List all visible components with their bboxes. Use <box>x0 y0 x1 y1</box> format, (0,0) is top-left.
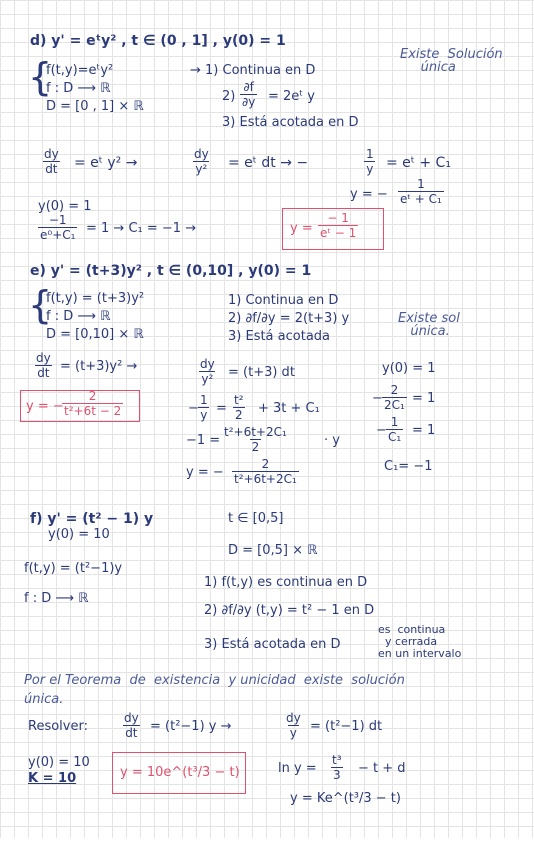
part-e-s2-rhs: = (t+3) dt <box>228 365 295 380</box>
part-d-sep2-rhs: = eᵗ dt → − <box>228 155 309 171</box>
part-d-cond1: → 1) Continua en D <box>190 63 316 78</box>
part-e-ans-frac: $\frac{2}{\text{t²+6t − 2}}$ <box>64 389 122 418</box>
part-f-resolver: Resolver: <box>28 719 88 734</box>
part-e-s4-frac: $\frac{\text{t²+6t+2C₁}}{2}$ <box>224 425 287 454</box>
part-d-note: Existe Solución única <box>400 47 503 75</box>
part-f-title1: f) y' = (t² − 1) y <box>30 511 154 527</box>
part-e-s3-frac2: $\frac{\text{t²}}{2}$ <box>234 393 244 422</box>
part-e-sep-frac: $\frac{dy}{dt}$ <box>36 351 51 380</box>
part-f-gen: y = Ke^(t³/3 − t) <box>290 791 401 806</box>
part-d-ic2-rhs: = 1 → C₁ = −1 → <box>86 221 197 236</box>
part-d-sep2-frac: $\frac{dy}{\text{y²}}$ <box>194 147 209 176</box>
part-d-sep3-rhs: = eᵗ + C₁ <box>386 155 451 171</box>
part-d-ygen-frac: $\frac{1}{\text{eᵗ + C₁}}$ <box>400 177 442 206</box>
part-e-cond1: 1) Continua en D <box>228 293 339 308</box>
part-e-note: Existe sol única. <box>398 311 460 339</box>
part-f-r-frac: $\frac{dy}{dt}$ <box>124 711 139 740</box>
brace: { <box>28 283 53 327</box>
part-f-k: K = 10 <box>28 771 77 786</box>
part-d-sep-frac: $\frac{dy}{dt}$ <box>44 147 59 176</box>
part-f-ic: y(0) = 10 <box>28 755 90 770</box>
part-e-ic3-pre: − <box>376 423 387 438</box>
part-d-ygen: y = − <box>350 187 388 202</box>
part-d-sys1: f(t,y)=eᵗy² <box>46 63 114 78</box>
part-d-cond2-pre: 2) <box>222 89 236 104</box>
part-e-title: e) y' = (t+3)y² , t ∈ (0,10] , y(0) = 1 <box>30 263 312 279</box>
part-e-ans-pre: y = − <box>26 399 64 414</box>
part-f-answer: y = 10e^(t³/3 − t) <box>120 765 240 780</box>
part-e-sys2: f : D ⟶ ℝ <box>46 309 111 324</box>
part-e-ic2-rhs: = 1 <box>412 391 436 406</box>
part-f-cond2: 2) ∂f/∂y (t,y) = t² − 1 en D <box>204 603 375 618</box>
part-f-cond3-note: es continua y cerrada en un intervalo <box>378 623 462 661</box>
part-f-domain-D: D = [0,5] × ℝ <box>228 543 318 558</box>
part-e-ic2-pre: − <box>372 391 383 406</box>
part-e-s4-rhs: · y <box>324 433 340 448</box>
part-d-sys3: D = [0 , 1] × ℝ <box>46 99 144 114</box>
part-e-s3-rhs: + 3t + C₁ <box>258 401 320 416</box>
part-d-answer-frac: $\frac{- 1}{\text{eᵗ − 1}}$ <box>320 211 357 240</box>
part-f-fmap: f : D ⟶ ℝ <box>24 591 89 606</box>
brace: { <box>28 55 53 99</box>
part-e-s3-pre: − <box>188 401 199 416</box>
part-d-cond2-post: = 2eᵗ y <box>268 89 315 104</box>
part-f-cond1: 1) f(t,y) es continua en D <box>204 575 368 590</box>
part-e-ic3-rhs: = 1 <box>412 423 436 438</box>
part-d-title: d) y' = eᵗy² , t ∈ (0 , 1] , y(0) = 1 <box>30 33 286 49</box>
part-e-sep-rhs: = (t+3)y² → <box>60 359 138 374</box>
part-f-ln-pre: ln y = <box>278 761 317 776</box>
part-d-sys2: f : D ⟶ ℝ <box>46 81 111 96</box>
part-e-sys1: f(t,y) = (t+3)y² <box>46 291 145 306</box>
part-f-cond3: 3) Está acotada en D <box>204 637 341 652</box>
part-e-ic: y(0) = 1 <box>382 361 436 376</box>
part-d-sep3-frac: $\frac{1}{y}$ <box>366 147 374 176</box>
part-e-ic3-frac: $\frac{1}{\text{C₁}}$ <box>388 415 402 444</box>
part-e-s4-pre: −1 = <box>186 433 221 448</box>
part-d-cond3: 3) Está acotada en D <box>222 115 359 130</box>
part-e-s2-frac: $\frac{dy}{\text{y²}}$ <box>200 357 215 386</box>
part-d-cond2-frac: $\frac{\partial f}{\partial y}$ <box>242 80 256 109</box>
part-e-s3-mid: = <box>216 401 227 416</box>
part-f-domain-t: t ∈ [0,5] <box>228 511 284 526</box>
part-d-ic2-frac: $\frac{-1}{\text{e⁰+C₁}}$ <box>40 213 76 242</box>
part-f-title2: y(0) = 10 <box>48 527 110 542</box>
part-e-cond3: 3) Está acotada <box>228 329 331 344</box>
part-e-ic4: C₁= −1 <box>384 459 433 474</box>
part-f-ln-frac: $\frac{\text{t³}}{3}$ <box>332 753 342 782</box>
page-bottom-margin <box>0 838 534 848</box>
part-e-s5-pre: y = − <box>186 465 224 480</box>
part-f-r2-rhs: = (t²−1) dt <box>310 719 383 734</box>
part-f-fdef: f(t,y) = (t²−1)y <box>24 561 123 576</box>
part-e-ic2-frac: $\frac{2}{\text{2C₁}}$ <box>384 383 405 412</box>
part-f-r-mid: = (t²−1) y → <box>150 719 232 734</box>
part-e-s3-frac: $\frac{1}{y}$ <box>200 393 208 422</box>
part-e-cond2: 2) ∂f/∂y = 2(t+3) y <box>228 311 350 326</box>
part-f-theorem: Por el Teorema de existencia y unicidad existe solución única. <box>24 673 405 707</box>
part-f-ln-rhs: − t + d <box>358 761 406 776</box>
part-f-r2-frac: $\frac{dy}{y}$ <box>286 711 301 740</box>
part-e-s5-frac: $\frac{2}{\text{t²+6t+2C₁}}$ <box>234 457 297 486</box>
part-d-answer-pre: y = <box>290 221 313 236</box>
part-d-ic: y(0) = 1 <box>38 199 92 214</box>
part-d-sep-mid: = eᵗ y² → <box>74 155 138 171</box>
part-e-sys3: D = [0,10] × ℝ <box>46 327 144 342</box>
